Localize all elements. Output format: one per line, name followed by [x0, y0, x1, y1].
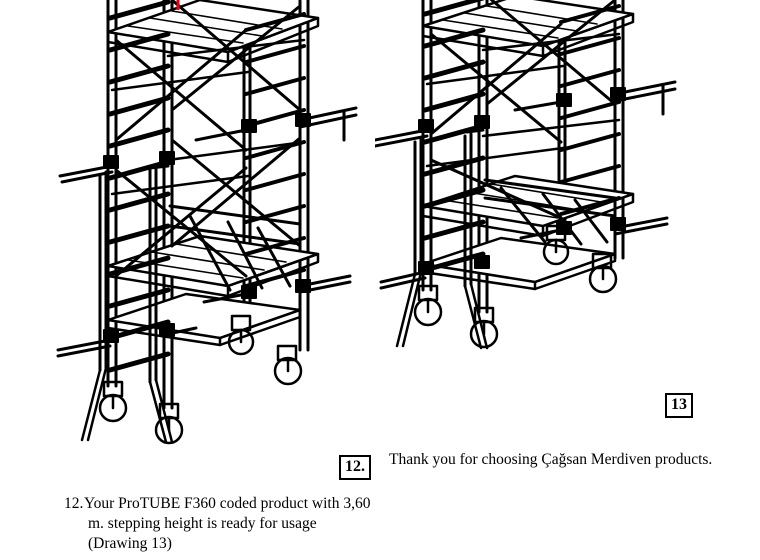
caption-thank-you: Thank you for choosing Çağsan Merdiven products.	[389, 451, 713, 468]
caption-step-12	[64, 494, 379, 554]
caption-step-text: Your ProTUBE F360 coded product with 3,60 m. stepping height is ready for usage (Drawing 13)	[84, 495, 371, 552]
scaffold-drawing-12	[0, 0, 380, 460]
caption-step-number: 12.	[64, 495, 84, 512]
scaffold-drawing-13	[375, 0, 735, 410]
step-badge-13: 13	[665, 393, 693, 418]
step-badge-12: 12.	[339, 455, 371, 480]
